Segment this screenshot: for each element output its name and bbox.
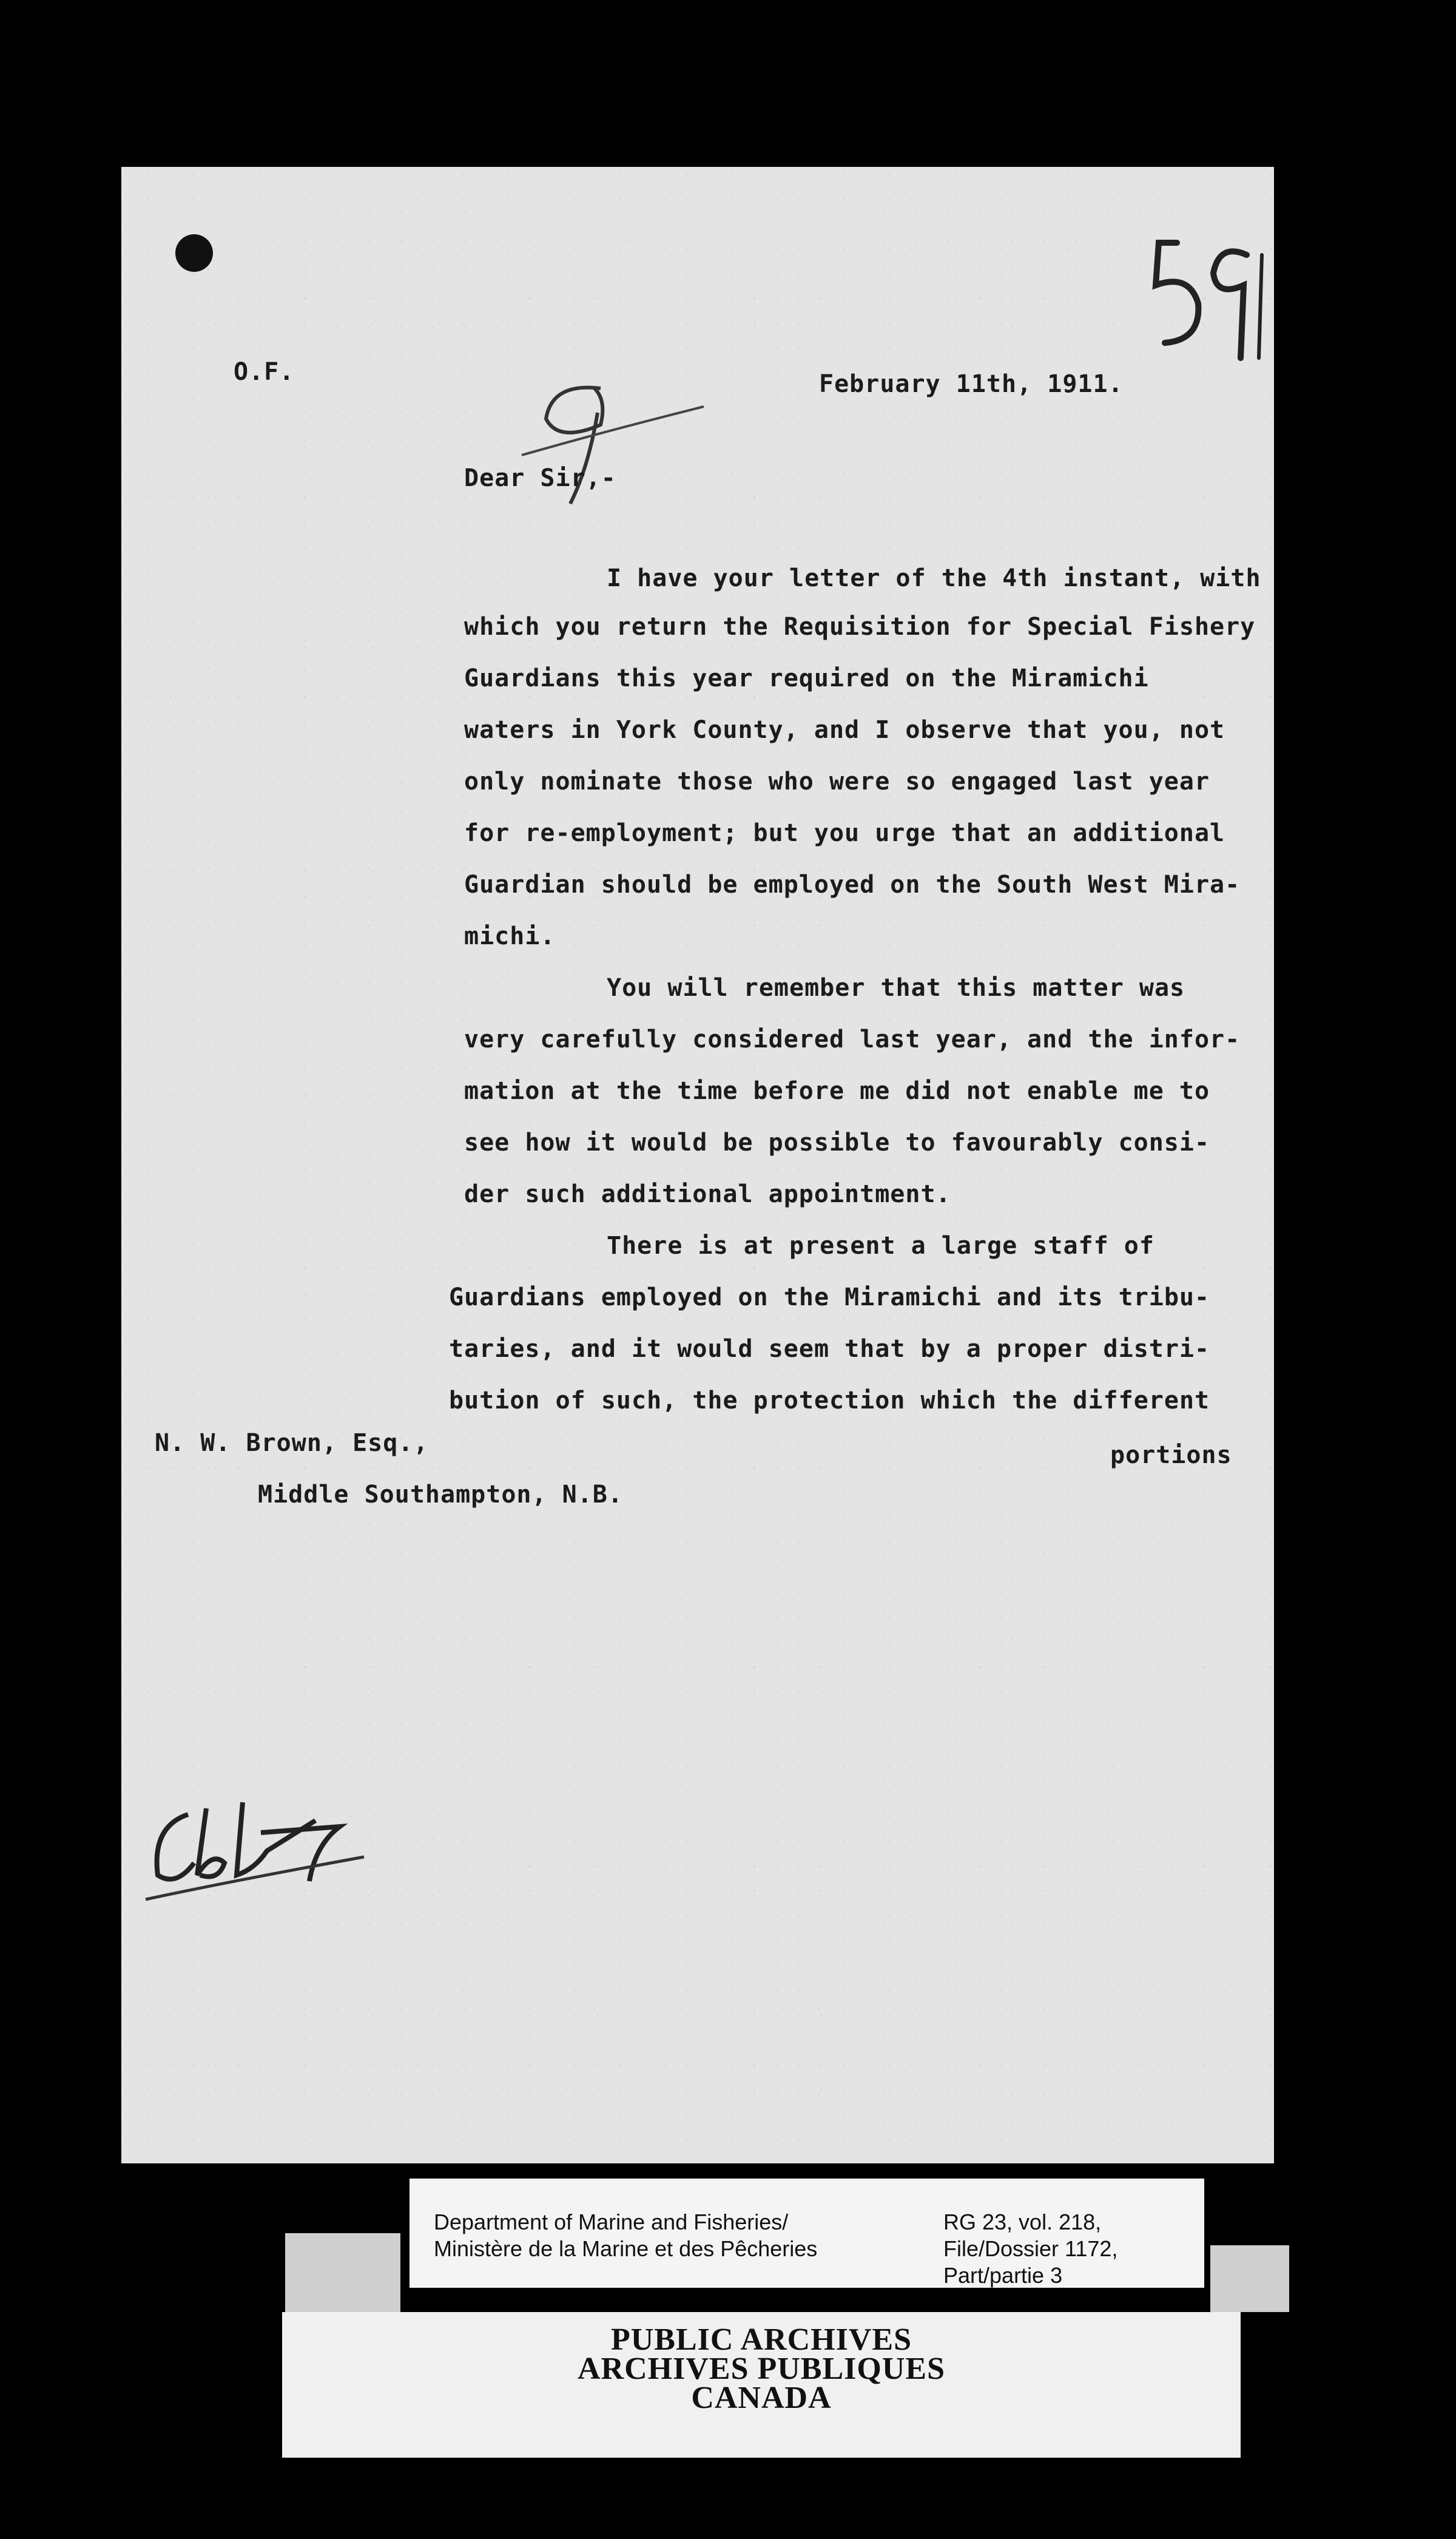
label-tab-left [285,2233,400,2312]
body-line: I have your letter of the 4th instant, with [607,564,1261,592]
body-line: bution of such, the protection which the different [449,1387,1210,1415]
reference: O.F. [234,358,295,386]
label-tab-right [1210,2245,1289,2312]
dept-fr: Ministère de la Marine et des Pêcheries [434,2236,818,2261]
handwritten-initials [140,1790,370,1912]
catchword: portions [1110,1441,1232,1469]
body-line: There is at present a large staff of [607,1232,1154,1260]
record-group: RG 23, vol. 218, [943,2209,1102,2234]
body-line: Guardian should be employed on the South West Mira- [464,871,1241,899]
body-line: for re-employment; but you urge that an additional [464,819,1225,847]
body-line: taries, and it would seem that by a proper distri- [449,1335,1210,1363]
body-line: Guardians this year required on the Miramichi [464,664,1149,692]
part-number: Part/partie 3 [943,2263,1063,2288]
body-line: michi. [464,922,556,950]
body-line: see how it would be possible to favourably consi- [464,1129,1210,1157]
punch-hole [175,234,213,272]
stamp-line-3: CANADA [691,2381,832,2415]
stamp-line-1: PUBLIC ARCHIVES [610,2322,912,2357]
body-line: only nominate those who were so engaged last year [464,768,1210,796]
stamp-line-2: ARCHIVES PUBLIQUES [577,2351,946,2386]
body-line: mation at the time before me did not enable me to [464,1077,1210,1105]
body-line: der such additional appointment. [464,1180,951,1208]
archive-stamp [282,2312,1241,2458]
body-line: waters in York County, and I observe that you, not [464,716,1225,744]
addressee-name: N. W. Brown, Esq., [155,1429,429,1457]
file-number: File/Dossier 1172, [943,2236,1118,2261]
body-line: Guardians employed on the Miramichi and its tribu- [449,1283,1210,1311]
body-line: You will remember that this matter was [607,974,1185,1002]
salutation: Dear Sir,- [464,464,616,492]
body-line: very carefully considered last year, and the infor- [464,1026,1241,1053]
folio-number-handwritten [1141,218,1274,370]
addressee-place: Middle Southampton, N.B. [258,1481,623,1509]
letter-date: February 11th, 1911. [819,370,1124,398]
archive-label [410,2179,1204,2288]
body-line: which you return the Requisition for Special Fishery [464,613,1256,641]
dept-en: Department of Marine and Fisheries/ [434,2209,789,2234]
